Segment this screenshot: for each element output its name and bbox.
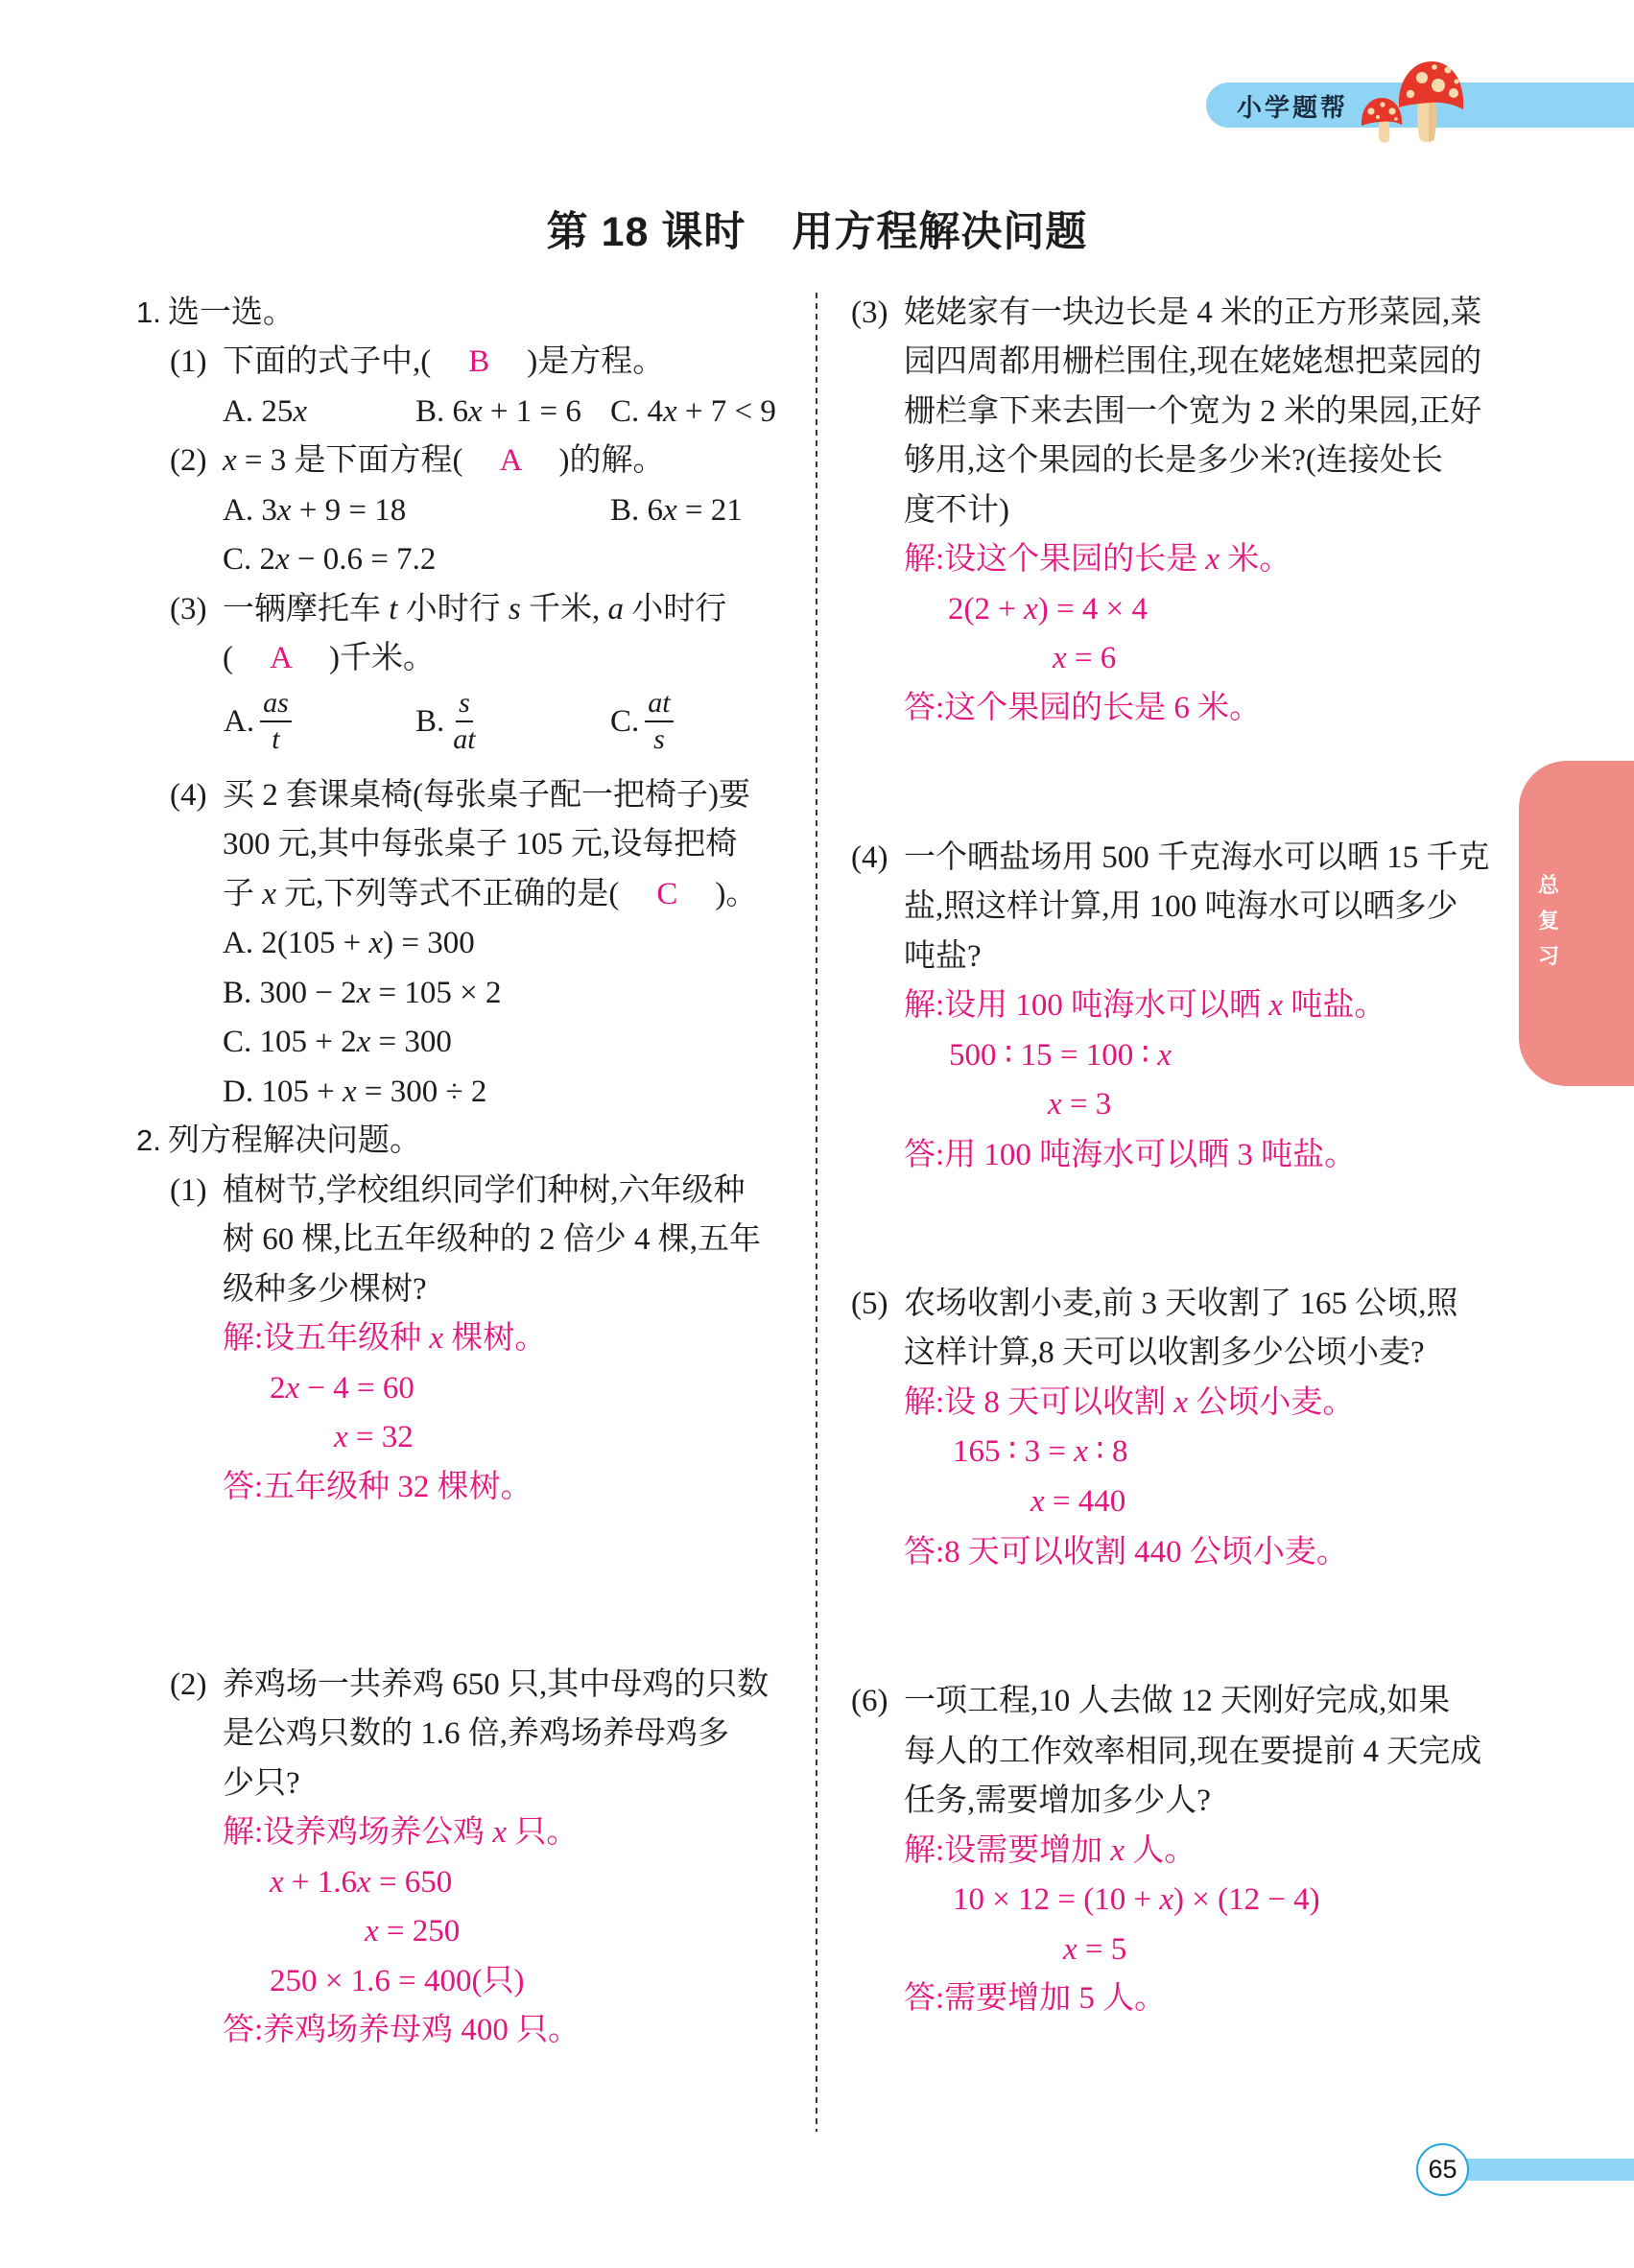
q4-option-b: B. 300 − 2x = 105 × 2 xyxy=(223,976,502,1010)
q1-text-before: 下面的式子中,( xyxy=(223,344,432,379)
page-title xyxy=(0,207,1634,257)
question-line: 园四周都用栅栏围住,现在姥姥想把菜园的 xyxy=(904,344,1482,379)
q4-answer: C xyxy=(656,877,678,911)
question-line: 是公鸡只数的 1.6 倍,养鸡场养母鸡多 xyxy=(223,1716,729,1751)
q2-stem xyxy=(170,436,665,485)
p5-equation: x = 440 xyxy=(1030,1484,1126,1519)
p1-solution-let: 解:设五年级种 x 棵树。 xyxy=(223,1321,547,1356)
p2-equation: x + 1.6x = 650 xyxy=(270,1865,453,1900)
p3-solution-let: 解:设这个果园的长是 x 米。 xyxy=(904,542,1291,577)
q1-text-after: )是方程。 xyxy=(527,344,665,379)
fraction xyxy=(450,686,478,757)
fraction xyxy=(645,686,673,757)
question-line: 姥姥家有一块边长是 4 米的正方形菜园,菜 xyxy=(904,295,1482,330)
p5-equation: 165 ∶ 3 = x ∶ 8 xyxy=(953,1434,1128,1469)
question-line: 栅栏拿下来去围一个宽为 2 米的果园,正好 xyxy=(904,394,1482,429)
q1-answer: B xyxy=(468,344,490,379)
p2-question xyxy=(170,1660,769,1710)
brand-label: 小学题帮 xyxy=(1237,94,1349,123)
q3-text-before: ( xyxy=(223,641,233,675)
side-tab-char: 习 xyxy=(1537,945,1559,969)
question-line: 少只? xyxy=(223,1766,300,1801)
q2-option-b: B. 6x = 21 xyxy=(610,493,743,528)
q4-number: (4) xyxy=(170,778,207,813)
page-number: 65 xyxy=(1416,2143,1469,2196)
q4-text-line: 300 元,其中每张桌子 105 元,设每把椅 xyxy=(223,827,738,862)
p5-answer: 答:8 天可以收割 440 公顷小麦。 xyxy=(904,1535,1348,1570)
lesson-topic: 用方程解决问题 xyxy=(792,209,1088,255)
p1-answer: 答:五年级种 32 棵树。 xyxy=(223,1470,533,1504)
q4-option-c: C. 105 + 2x = 300 xyxy=(223,1025,452,1059)
p4-equation: 500 ∶ 15 = 100 ∶ x xyxy=(949,1038,1172,1073)
q2-option-a: A. 3x + 9 = 18 xyxy=(223,493,407,528)
question-line: 养鸡场一共养鸡 650 只,其中母鸡的只数 xyxy=(223,1667,770,1702)
p2-equation: x = 250 xyxy=(365,1914,461,1949)
question-line: 一项工程,10 人去做 12 天刚好完成,如果 xyxy=(904,1684,1451,1718)
column-divider xyxy=(816,293,817,2132)
p1-equation: x = 32 xyxy=(334,1420,414,1454)
section1-heading-text: 选一选。 xyxy=(168,295,295,330)
fraction xyxy=(260,686,292,757)
q1-number: (1) xyxy=(170,344,207,379)
section1-heading xyxy=(136,288,295,338)
question-line: 级种多少棵树? xyxy=(223,1272,427,1307)
fraction-numerator: s xyxy=(456,686,473,722)
q3-number: (3) xyxy=(170,592,207,626)
question-line: 够用,这个果园的长是多少米?(连接处长 xyxy=(904,443,1443,478)
q3-text: 一辆摩托车 t 小时行 s 千米, a 小时行 xyxy=(223,592,727,626)
q4-option-a: A. 2(105 + x) = 300 xyxy=(223,926,475,960)
section2-heading xyxy=(136,1116,421,1166)
p3-equation: x = 6 xyxy=(1053,641,1117,675)
fraction-denominator: t xyxy=(272,723,280,755)
fraction-numerator: as xyxy=(260,686,292,722)
question-line: 农场收割小麦,前 3 天收割了 165 公顷,照 xyxy=(904,1287,1458,1321)
p6-equation: x = 5 xyxy=(1063,1932,1127,1967)
p2-calculation: 250 × 1.6 = 400(只) xyxy=(270,1964,525,1998)
question-line: 植树节,学校组织同学们种树,六年级种 xyxy=(223,1173,746,1208)
q3-option-b xyxy=(415,685,479,758)
p2-answer: 答:养鸡场养母鸡 400 只。 xyxy=(223,2013,580,2047)
q2-option-c: C. 2x − 0.6 = 7.2 xyxy=(223,542,437,577)
q3-blank-line xyxy=(223,633,435,683)
p6-answer: 答:需要增加 5 人。 xyxy=(904,1981,1167,2016)
question-line: 树 60 棵,比五年级种的 2 倍少 4 棵,五年 xyxy=(223,1222,761,1257)
p5-question xyxy=(851,1279,1458,1329)
q2-text-after: )的解。 xyxy=(558,443,665,478)
section2-heading-text: 列方程解决问题。 xyxy=(168,1123,421,1158)
q4-blank-line xyxy=(223,869,757,919)
p2-number: (2) xyxy=(170,1667,207,1702)
q4-text-line: 买 2 套课桌椅(每张桌子配一把椅子)要 xyxy=(223,778,750,813)
q4-option-d: D. 105 + x = 300 ÷ 2 xyxy=(223,1075,487,1109)
p4-answer: 答:用 100 吨海水可以晒 3 吨盐。 xyxy=(904,1138,1357,1172)
question-line: 每人的工作效率相同,现在要提前 4 天完成 xyxy=(904,1735,1482,1769)
lesson-number: 第 18 课时 xyxy=(546,209,746,255)
question-line: 一个晒盐场用 500 千克海水可以晒 15 千克 xyxy=(904,840,1490,875)
q2-text-before: x = 3 是下面方程( xyxy=(223,443,463,478)
q4-text-before: 子 x 元,下列等式不正确的是( xyxy=(223,877,620,911)
q1-option-c: C. 4x + 7 < 9 xyxy=(610,394,776,429)
page-number-bar xyxy=(1467,2159,1634,2181)
q3-option-c xyxy=(610,685,674,758)
p2-solution-let: 解:设养鸡场养公鸡 x 只。 xyxy=(223,1815,579,1850)
p1-equation: 2x − 4 = 60 xyxy=(270,1371,414,1406)
q1-option-a: A. 25x xyxy=(223,394,307,429)
p6-equation: 10 × 12 = (10 + x) × (12 − 4) xyxy=(953,1882,1320,1917)
mushroom-icon xyxy=(1353,56,1473,147)
section1-number: 1. xyxy=(136,295,161,329)
q3-text-after: )千米。 xyxy=(329,641,435,675)
fraction-denominator: s xyxy=(653,723,665,755)
question-line: 度不计) xyxy=(904,493,1009,528)
side-tab-char: 复 xyxy=(1537,910,1559,933)
question-line: 盐,照这样计算,用 100 吨海水可以晒多少 xyxy=(904,889,1458,924)
p3-question xyxy=(851,288,1481,338)
q2-number: (2) xyxy=(170,443,207,478)
p4-number: (4) xyxy=(851,840,888,875)
p5-solution-let: 解:设 8 天可以收割 x 公顷小麦。 xyxy=(904,1385,1355,1420)
p4-equation: x = 3 xyxy=(1048,1087,1112,1122)
p6-solution-let: 解:设需要增加 x 人。 xyxy=(904,1833,1196,1868)
question-line: 吨盐? xyxy=(904,939,982,974)
option-label: A. xyxy=(224,703,255,739)
question-line: 这样计算,8 天可以收割多少公顷小麦? xyxy=(904,1335,1425,1370)
p1-question xyxy=(170,1166,746,1216)
option-label: C. xyxy=(610,703,640,739)
p6-number: (6) xyxy=(851,1684,888,1718)
p5-number: (5) xyxy=(851,1287,888,1321)
question-line: 任务,需要增加多少人? xyxy=(904,1784,1211,1818)
p3-equation: 2(2 + x) = 4 × 4 xyxy=(948,592,1148,626)
q4-stem xyxy=(170,770,750,820)
p1-number: (1) xyxy=(170,1173,207,1208)
fraction-denominator: at xyxy=(453,723,476,755)
p4-solution-let: 解:设用 100 吨海水可以晒 x 吨盐。 xyxy=(904,988,1386,1023)
fraction-numerator: at xyxy=(645,686,673,722)
p6-question xyxy=(851,1676,1450,1726)
p3-number: (3) xyxy=(851,295,888,330)
p3-answer: 答:这个果园的长是 6 米。 xyxy=(904,691,1262,725)
q3-stem xyxy=(170,584,726,634)
q2-answer: A xyxy=(499,443,523,478)
option-label: B. xyxy=(415,703,445,739)
chapter-side-tab xyxy=(1519,761,1634,1086)
q3-answer: A xyxy=(270,641,293,675)
q1-stem xyxy=(170,337,664,387)
section2-number: 2. xyxy=(136,1123,161,1157)
side-tab-char: 总 xyxy=(1537,874,1559,898)
p4-question xyxy=(851,833,1490,883)
q1-option-b: B. 6x + 1 = 6 xyxy=(415,394,581,429)
q3-option-a xyxy=(224,685,292,758)
q4-text-after: )。 xyxy=(715,877,758,911)
